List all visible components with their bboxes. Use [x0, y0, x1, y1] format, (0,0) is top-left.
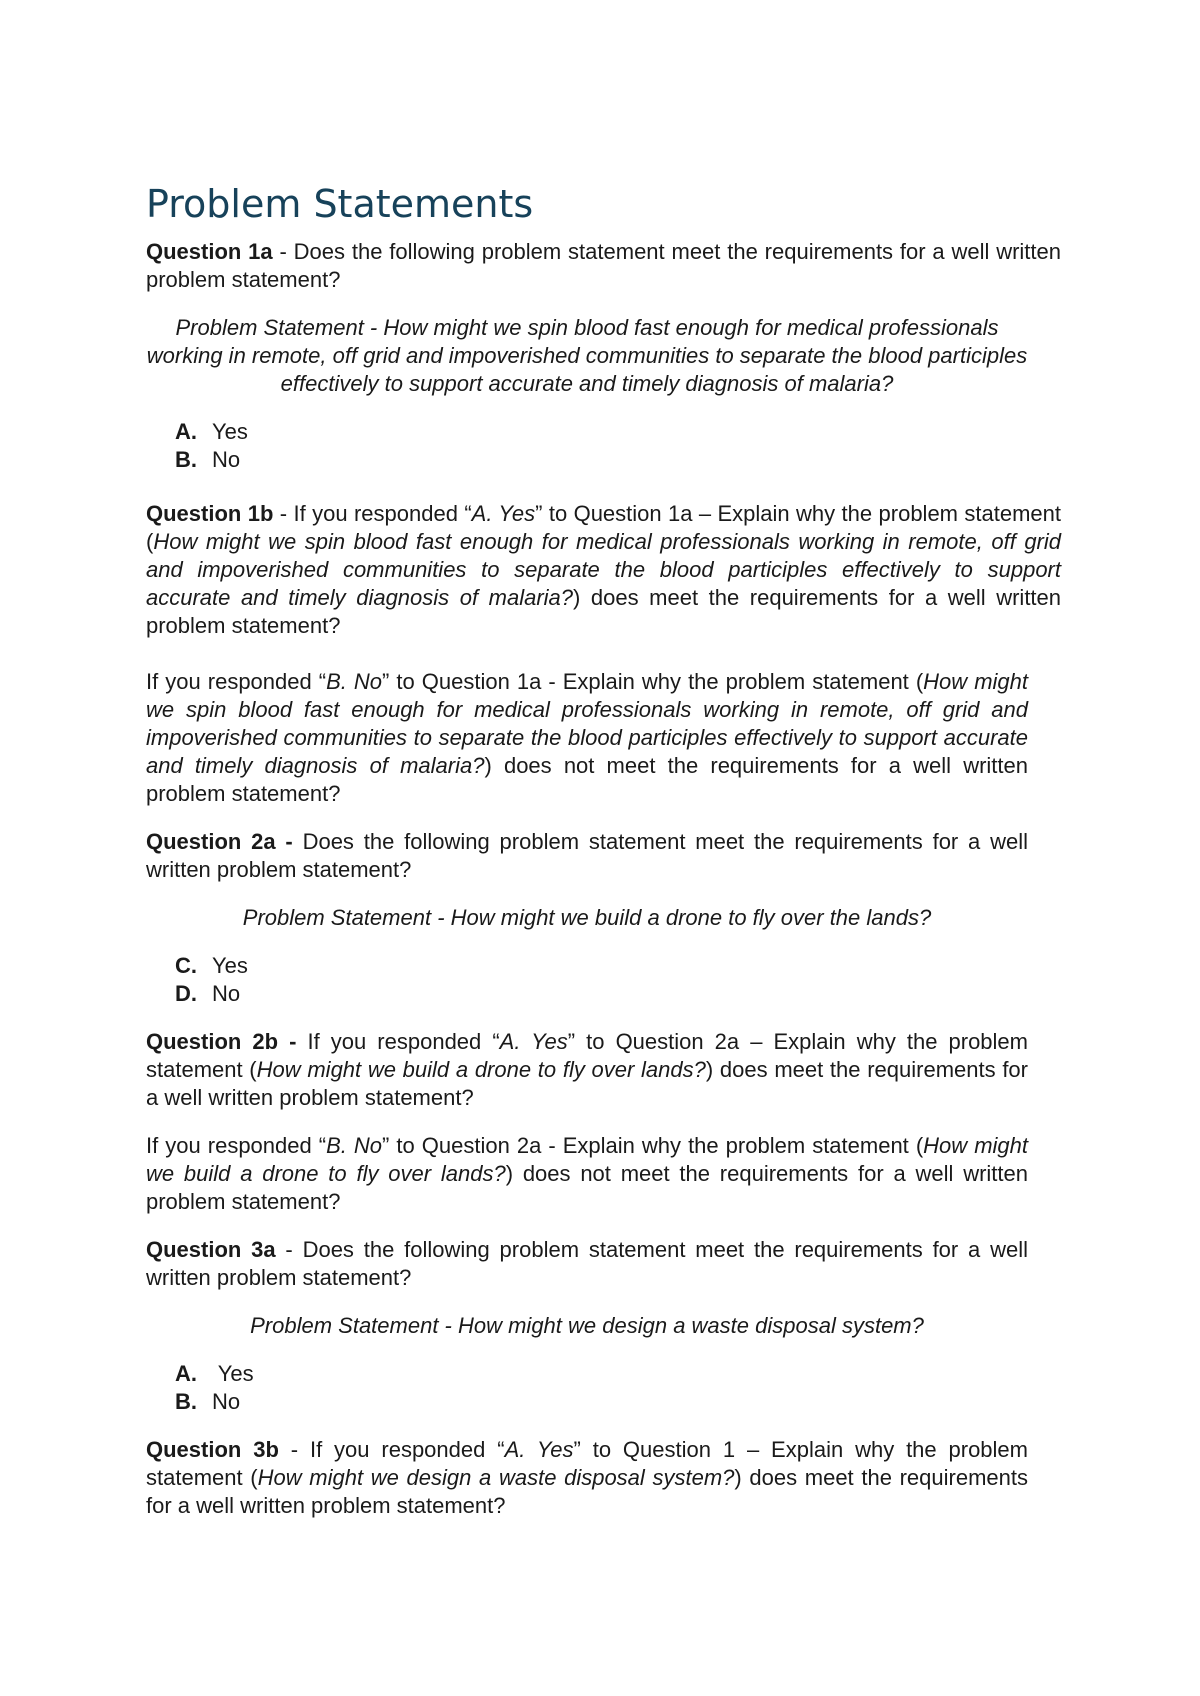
answer-options-3a: [175, 1360, 1061, 1416]
page-title: Problem Statements: [146, 182, 534, 226]
question-2a: Question 2a - Does the following problem statement meet the requirements for a well written problem statement?: [146, 829, 1029, 882]
question-3a-label: Question 3a: [146, 1237, 276, 1262]
question-1a-text: Does the following problem statement meet the requirements for a well written problem statement?: [146, 239, 1062, 292]
question-3b-yes: Question 3b - If you responded “A. Yes” to Question 1 – Explain why the problem statement (How might we design a waste disposal system?) does meet the requirements for a well written problem statement?: [146, 1437, 1028, 1518]
option-a[interactable]: A. Yes: [175, 1361, 254, 1386]
question-1a-label: Question 1a: [146, 239, 273, 264]
question-2b-yes: Question 2b - If you responded “A. Yes” to Question 2a – Explain why the problem statement (How might we build a drone to fly over lands?) does meet the requirements for a well written problem statement?: [146, 1029, 1028, 1110]
problem-statement-3: Problem Statement - How might we design a waste disposal system?: [250, 1313, 924, 1338]
question-1a: Question 1a - Does the following problem statement meet the requirements for a well written problem statement?: [146, 239, 1062, 292]
problem-statement-1: Problem Statement - How might we spin blood fast enough for medical professionals working in remote, off grid and impoverished communities to separate the blood participles effectively to support accurate and timely diagnosis of malaria?: [146, 315, 1028, 396]
question-1b-label: Question 1b: [146, 501, 274, 526]
problem-statement-2: Problem Statement - How might we build a drone to fly over the lands?: [242, 905, 932, 930]
question-1b-yes: Question 1b - If you responded “A. Yes” to Question 1a – Explain why the problem statement (How might we spin blood fast enough for medical professionals working in remote, off grid and impoverished communities to separate the blood participles effectively to support accurate and timely diagnosis of malaria?) does meet the requirements for a well written problem statement?: [146, 501, 1062, 638]
question-1b-no: If you responded “B. No” to Question 1a - Explain why the problem statement (How might we spin blood fast enough for medical professionals working in remote, off grid and impoverished communities to separate the blood participles effectively to support accurate and timely diagnosis of malaria?) does not meet the requirements for a well written problem statement?: [146, 669, 1028, 806]
answer-options-2a: [175, 952, 1061, 1008]
option-d[interactable]: D. No: [175, 981, 241, 1006]
option-b[interactable]: B. No: [175, 1389, 241, 1414]
question-3b-label: Question 3b: [146, 1437, 279, 1462]
question-2b-label: Question 2b -: [146, 1029, 297, 1054]
option-c[interactable]: C. Yes: [175, 953, 248, 978]
answer-options-1a: [175, 418, 1061, 474]
document-page: [146, 180, 1061, 1520]
question-2b-no: If you responded “B. No” to Question 2a - Explain why the problem statement (How might we build a drone to fly over lands?) does not meet the requirements for a well written problem statement?: [146, 1133, 1028, 1214]
question-3a: Question 3a - Does the following problem statement meet the requirements for a well written problem statement?: [146, 1237, 1029, 1290]
question-2a-label: Question 2a -: [146, 829, 293, 854]
option-b[interactable]: B. No: [175, 447, 241, 472]
option-a[interactable]: A. Yes: [175, 419, 248, 444]
